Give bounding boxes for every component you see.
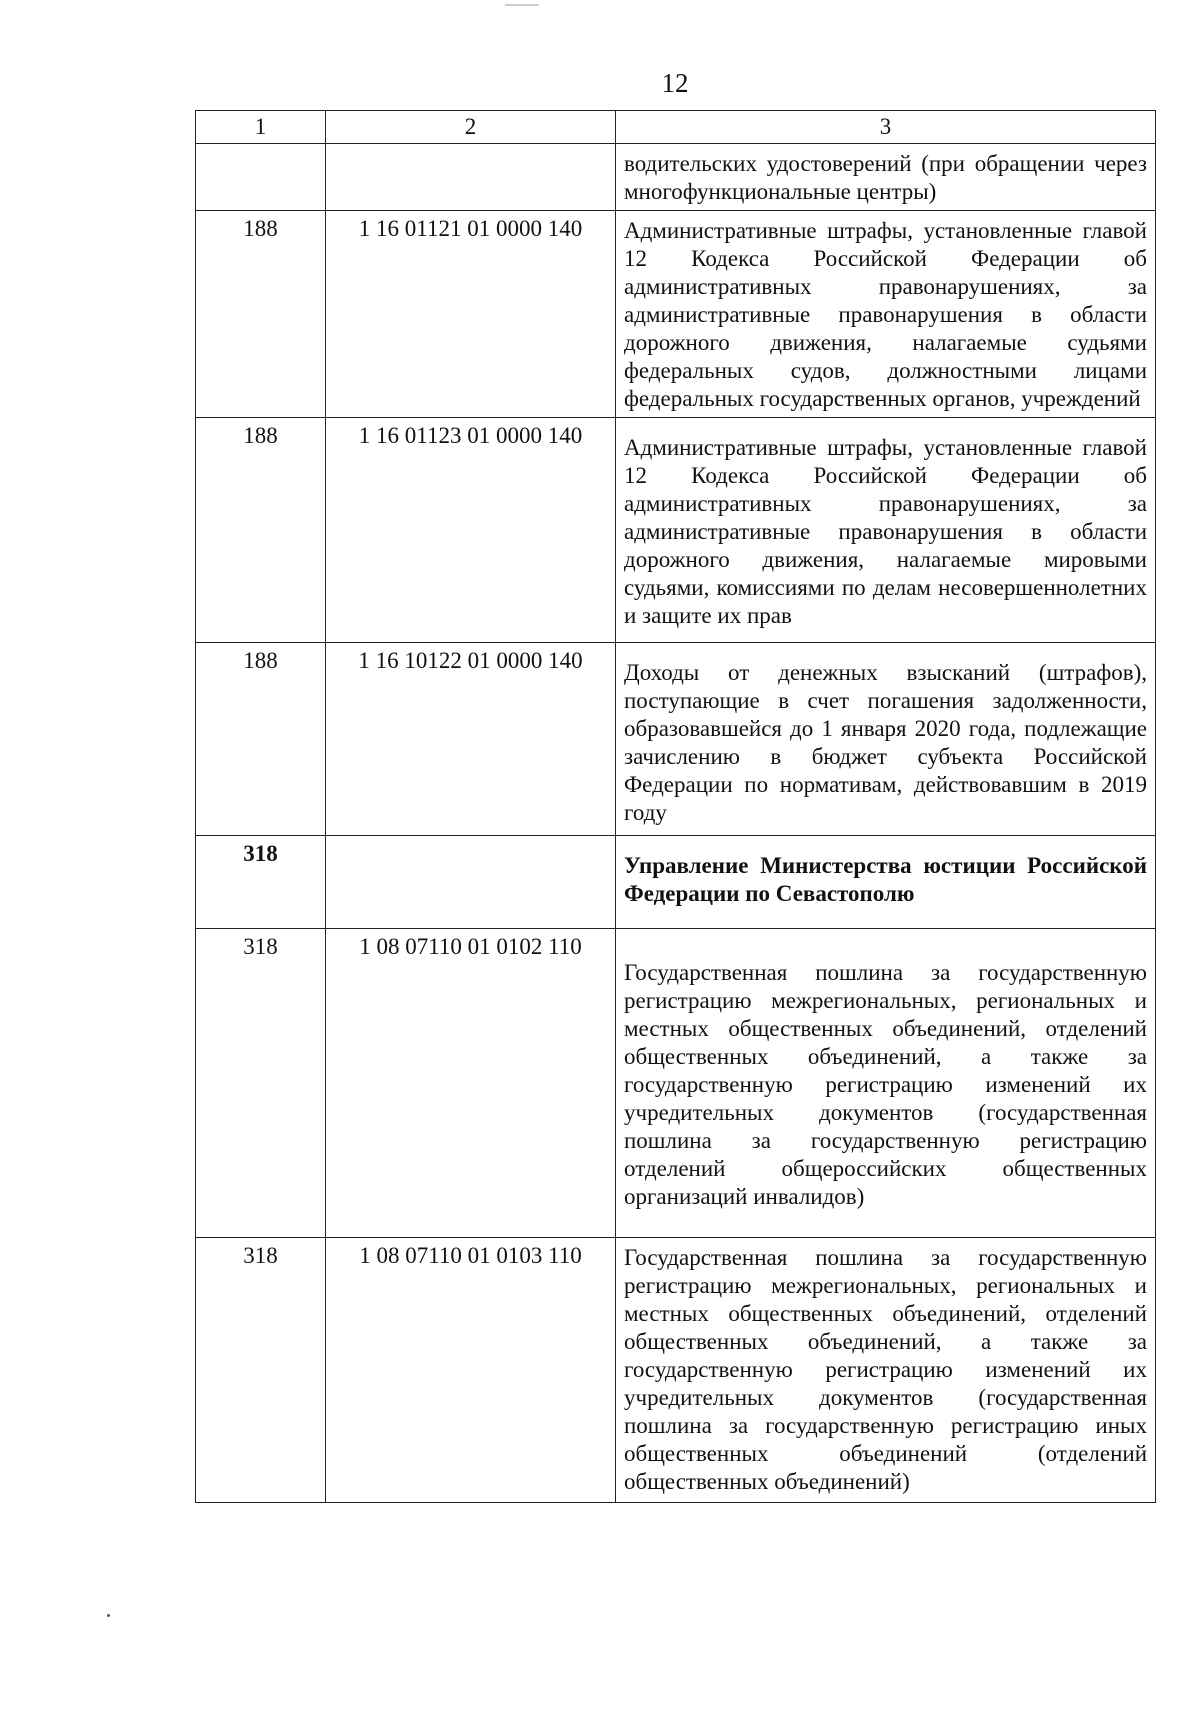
income-name-cell: Государственная пошлина за государственную регистрацию межрегиональных, региональных и местных общественных объединений, отделений общественных объединений, а также за государственную регистрацию изменений их учредительных документов (государственная пошлина за государственную регистрацию отделений общероссийских общественных организаций инвалидов) [616,929,1156,1238]
admin-code-cell: 188 [196,211,326,418]
admin-code-cell: 318 [196,1238,326,1503]
income-name-cell: Административные штрафы, установленные главой 12 Кодекса Российской Федерации об административных правонарушениях, за административные правонарушения в области дорожного движения, налагаемые судьями федеральных судов, должностными лицами федеральных государственных органов, учреждений [616,211,1156,418]
budget-code-cell [326,836,616,929]
column-header-code: 2 [326,111,616,144]
income-name-cell: Административные штрафы, установленные главой 12 Кодекса Российской Федерации об административных правонарушениях, за административные правонарушения в области дорожного движения, налагаемые мировыми судьями, комиссиями по делам несовершеннолетних и защите их прав [616,418,1156,643]
budget-code-cell: 1 16 10122 01 0000 140 [326,643,616,836]
budget-code-cell: 1 16 01121 01 0000 140 [326,211,616,418]
income-name-cell: водительских удостоверений (при обращении через многофункциональные центры) [616,144,1156,211]
budget-code-cell: 1 16 01123 01 0000 140 [326,418,616,643]
column-header-name: 3 [616,111,1156,144]
admin-code-cell: 318 [196,929,326,1238]
income-name-cell: Доходы от денежных взысканий (штрафов), поступающие в счет погашения задолженности, образовавшейся до 1 января 2020 года, подлежащие зачислению в бюджет субъекта Российской Федерации по нормативам, действовавшим в 2019 году [616,643,1156,836]
column-header-admin: 1 [196,111,326,144]
table-row [196,836,1156,929]
admin-code-cell: 188 [196,418,326,643]
administrator-name-cell: Управление Министерства юстиции Российской Федерации по Севастополю [616,836,1156,929]
budget-code-cell [326,144,616,211]
page-number: 12 [661,68,689,98]
table-header-row [196,111,1156,144]
table-row [196,418,1156,643]
budget-code-cell: 1 08 07110 01 0103 110 [326,1238,616,1503]
scan-speck [107,1614,110,1617]
table-row [196,211,1156,418]
table-row [196,1238,1156,1503]
budget-code-cell: 1 08 07110 01 0102 110 [326,929,616,1238]
admin-code-cell [196,144,326,211]
table-row [196,144,1156,211]
admin-code-cell: 188 [196,643,326,836]
table-row [196,929,1156,1238]
admin-code-cell: 318 [196,836,326,929]
budget-classification-table [195,110,1156,1503]
table-row [196,643,1156,836]
income-name-cell: Государственная пошлина за государственную регистрацию межрегиональных, региональных и местных общественных объединений, отделений общественных объединений, а также за государственную регистрацию изменений их учредительных документов (государственная пошлина за государственную регистрацию иных общественных объединений (отделений общественных объединений) [616,1238,1156,1503]
scan-artifact [505,0,539,6]
